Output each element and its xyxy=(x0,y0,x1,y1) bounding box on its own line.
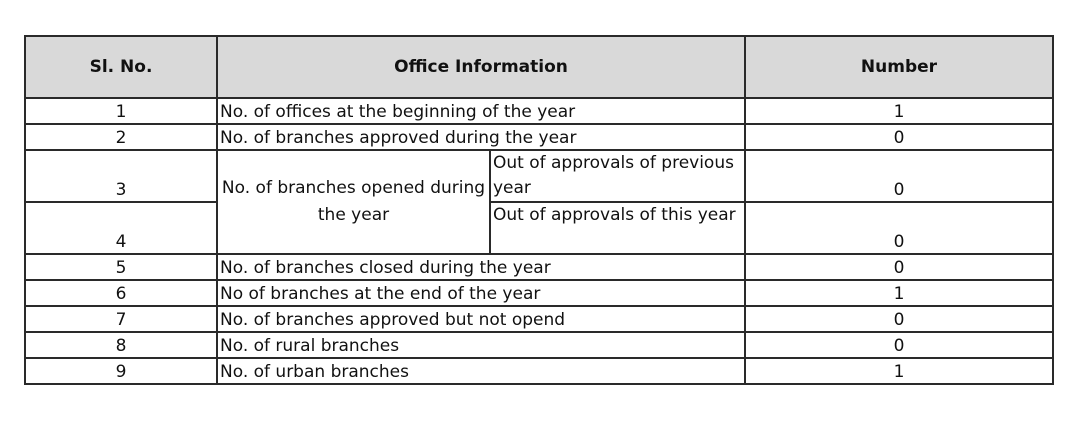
number-cell: 0 xyxy=(745,332,1053,358)
office-info-cell: No. of rural branches xyxy=(217,332,745,358)
sl-no-cell: 6 xyxy=(25,280,217,306)
office-information-table xyxy=(24,35,1054,385)
sl-no-cell: 4 xyxy=(25,202,217,254)
sub-category-cell: Out of approvals of previous year xyxy=(490,150,745,202)
sl-no-cell: 9 xyxy=(25,358,217,384)
sub-category-cell: Out of approvals of this year xyxy=(490,202,745,254)
number-cell: 1 xyxy=(745,280,1053,306)
table-row xyxy=(25,150,1053,202)
table-row xyxy=(25,254,1053,280)
office-info-cell: No of branches at the end of the year xyxy=(217,280,745,306)
header-row xyxy=(25,36,1053,98)
number-cell: 0 xyxy=(745,202,1053,254)
table-row xyxy=(25,358,1053,384)
office-info-cell: No. of branches approved but not opend xyxy=(217,306,745,332)
sl-no-cell: 3 xyxy=(25,150,217,202)
sl-no-cell: 2 xyxy=(25,124,217,150)
table-row xyxy=(25,332,1053,358)
office-info-cell: No. of branches closed during the year xyxy=(217,254,745,280)
table-row xyxy=(25,124,1053,150)
sl-no-cell: 7 xyxy=(25,306,217,332)
header-sl-no: Sl. No. xyxy=(25,36,217,98)
sl-no-cell: 8 xyxy=(25,332,217,358)
table-row xyxy=(25,280,1053,306)
header-number: Number xyxy=(745,36,1053,98)
office-info-cell: No. of branches approved during the year xyxy=(217,124,745,150)
sl-no-cell: 1 xyxy=(25,98,217,124)
number-cell: 0 xyxy=(745,254,1053,280)
office-info-cell: No. of urban branches xyxy=(217,358,745,384)
number-cell: 0 xyxy=(745,124,1053,150)
number-cell: 0 xyxy=(745,150,1053,202)
table-row xyxy=(25,98,1053,124)
table-row xyxy=(25,306,1053,332)
branches-opened-cell: No. of branches opened during the year xyxy=(217,150,490,254)
office-info-cell: No. of offices at the beginning of the year xyxy=(217,98,745,124)
number-cell: 0 xyxy=(745,306,1053,332)
header-office-information: Office Information xyxy=(217,36,745,98)
sl-no-cell: 5 xyxy=(25,254,217,280)
table-row xyxy=(25,202,1053,254)
number-cell: 1 xyxy=(745,98,1053,124)
number-cell: 1 xyxy=(745,358,1053,384)
